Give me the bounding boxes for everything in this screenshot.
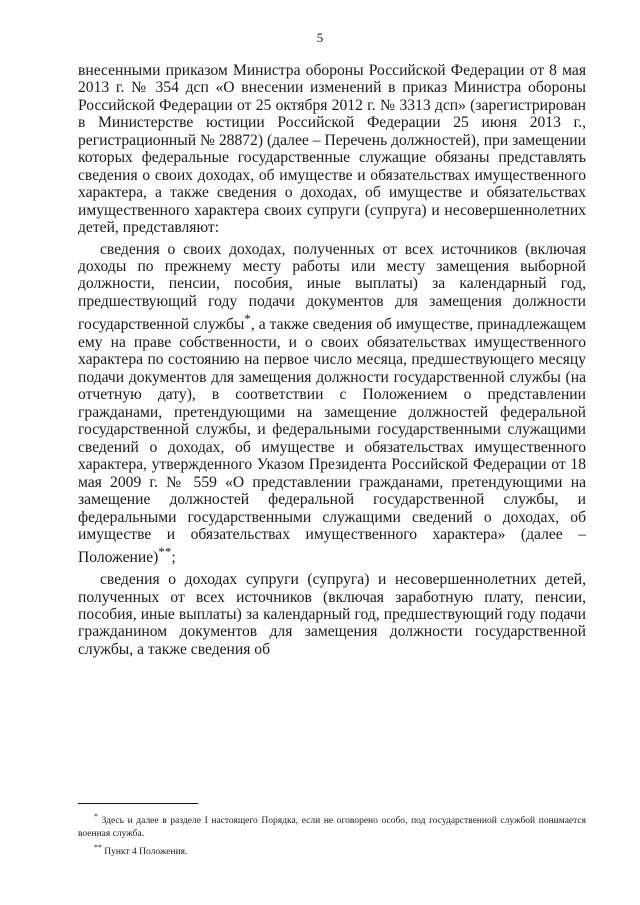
footnote-ref-2: ** [158,544,172,560]
paragraph-own-income-part-a: сведения о своих доходах, полученных от всех источников (включая доходы по прежнему месту работы или месту замещения выборной должности, пенсии, пособия, иные выплаты) за календарный год, предшествующий году подачи документов для замещения должности государственной службы [78,240,586,334]
footnote-1-mark: * [94,812,98,821]
paragraph-spouse-income: сведения о доходах супруги (супруга) и несовершеннолетних детей, полученных от всех источников (включая заработную плату, пенсии, пособия, иные выплаты) за календарный год, предшествующий году подачи гражданином документов для замещения должности государственной службы, а также сведения об [78,571,586,658]
footnote-1 [78,810,586,841]
footnotes [78,803,586,859]
footnote-divider [78,803,198,804]
paragraph-own-income-part-b: , а также сведения об имуществе, принадлежащем ему на праве собственности, и о своих обязательствах имущественного характера по состоянию на первое число месяца, предшествующего месяцу подачи документов для замещения должности государственной службы (на отчетную дату), в соответствии с Положением о представлении гражданами, претендующими на замещение должностей федеральной государственной службы, и федеральными государственными служащими сведений о доходах, об имуществе и обязательствах имущественного характера, утвержденного Указом Президента Российской Федерации от 18 мая 2009 г. № 559 «О представлении гражданами, претендующими на замещение должностей федеральной государственной службы, и федеральными государственными служащими сведений о доходах, об имуществе и обязательствах имущественного характера» (далее – Положение) [78,316,586,567]
paragraph-own-income-part-c: ; [171,549,176,567]
footnote-2-text: Пункт 4 Положения. [104,847,188,858]
footnote-ref-1: * [244,311,251,327]
footnote-2-mark: ** [94,843,102,853]
footnote-1-text: Здесь и далее в разделе I настоящего Порядка, если не оговорено особо, под государственной службой понимается военная служба. [78,816,586,840]
page-number: 5 [316,30,324,45]
paragraph-intro: внесенными приказом Министра обороны Российской Федерации от 8 мая 2013 г. № 354 дсп «О внесении изменений в приказ Министра обороны Российской Федерации от 25 октября 2012 г. № 3313 дсп» (зарегистрирован в Министерстве юстиции Российской Федерации 25 июня 2013 г., регистрационный № 28872) (далее – Перечень должностей), при замещении которых федеральные государственные служащие обязаны представлять сведения о своих доходах, об имуществе и обязательствах имущественного характера, а также сведения о доходах, об имуществе и обязательствах имущественного характера своих супруги (супруга) и несовершеннолетних детей, представляют: [78,62,586,237]
body-text [78,62,586,658]
footnote-2 [78,841,586,859]
paragraph-own-income [78,241,586,568]
